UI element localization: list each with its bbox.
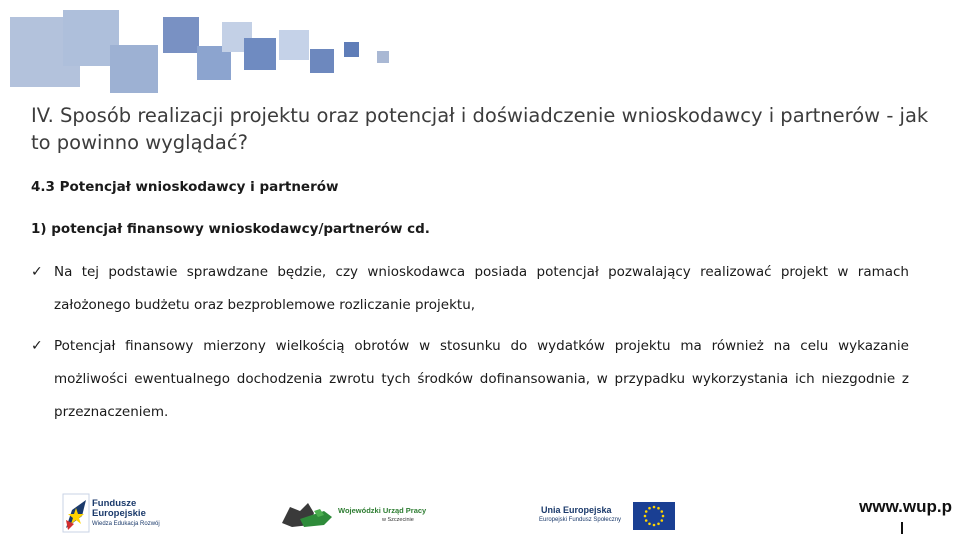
- text-cursor: [901, 522, 903, 534]
- check-icon: ✓: [31, 338, 43, 354]
- decor-square: [344, 42, 359, 57]
- eu-flag-icon: [633, 502, 675, 530]
- wup-logo-name: Wojewódzki Urząd Pracy: [338, 506, 427, 515]
- decor-square: [110, 45, 158, 93]
- website-url-box: [846, 495, 960, 535]
- wup-emblem-icon: [280, 497, 336, 531]
- wup-logo-city: w Szczecinie: [382, 517, 414, 523]
- bullet-text: Potencjał finansowy mierzony wielkością obrotów w stosunku do wydatków projektu ma również na celu wykazanie możliwości ewentualnego dochodzenia zwrotu tych środków dofinansowania, w przypadku wykorzystania ich niezgodnie z przeznaczeniem.: [54, 338, 909, 420]
- eu-logo-name: Unia Europejska: [541, 505, 612, 515]
- decor-square: [244, 38, 276, 70]
- check-icon: ✓: [31, 264, 43, 280]
- website-url[interactable]: www.wup.p: [859, 497, 952, 516]
- fundusze-europejskie-logo: [62, 492, 182, 534]
- eu-logo: [537, 499, 677, 531]
- decor-square: [377, 51, 389, 63]
- fe-logo-line1: Fundusze: [92, 498, 137, 509]
- bullet-item: [31, 330, 909, 429]
- numbered-point: 1) potencjał finansowy wnioskodawcy/partnerów cd.: [31, 221, 430, 237]
- eu-logo-sub: Europejski Fundusz Społeczny: [539, 517, 622, 523]
- bullet-item: [31, 256, 909, 322]
- decor-square: [310, 49, 334, 73]
- decor-square: [163, 17, 199, 53]
- decor-square: [279, 30, 309, 60]
- fe-logo-line2: Europejskie: [92, 508, 146, 519]
- fe-logo-sub: Wiedza Edukacja Rozwój: [92, 521, 160, 527]
- bullet-text: Na tej podstawie sprawdzane będzie, czy wnioskodawca posiada potencjał pozwalający realizować projekt w ramach założonego budżetu oraz bezproblemowe rozliczanie projektu,: [54, 264, 909, 313]
- fe-star-icon: [62, 492, 92, 534]
- section-heading: 4.3 Potencjał wnioskodawcy i partnerów: [31, 179, 339, 195]
- slide-title: IV. Sposób realizacji projektu oraz potencjał i doświadczenie wnioskodawcy i partnerów - jak to powinno wyglądać?: [31, 104, 929, 154]
- wup-logo: [280, 497, 440, 531]
